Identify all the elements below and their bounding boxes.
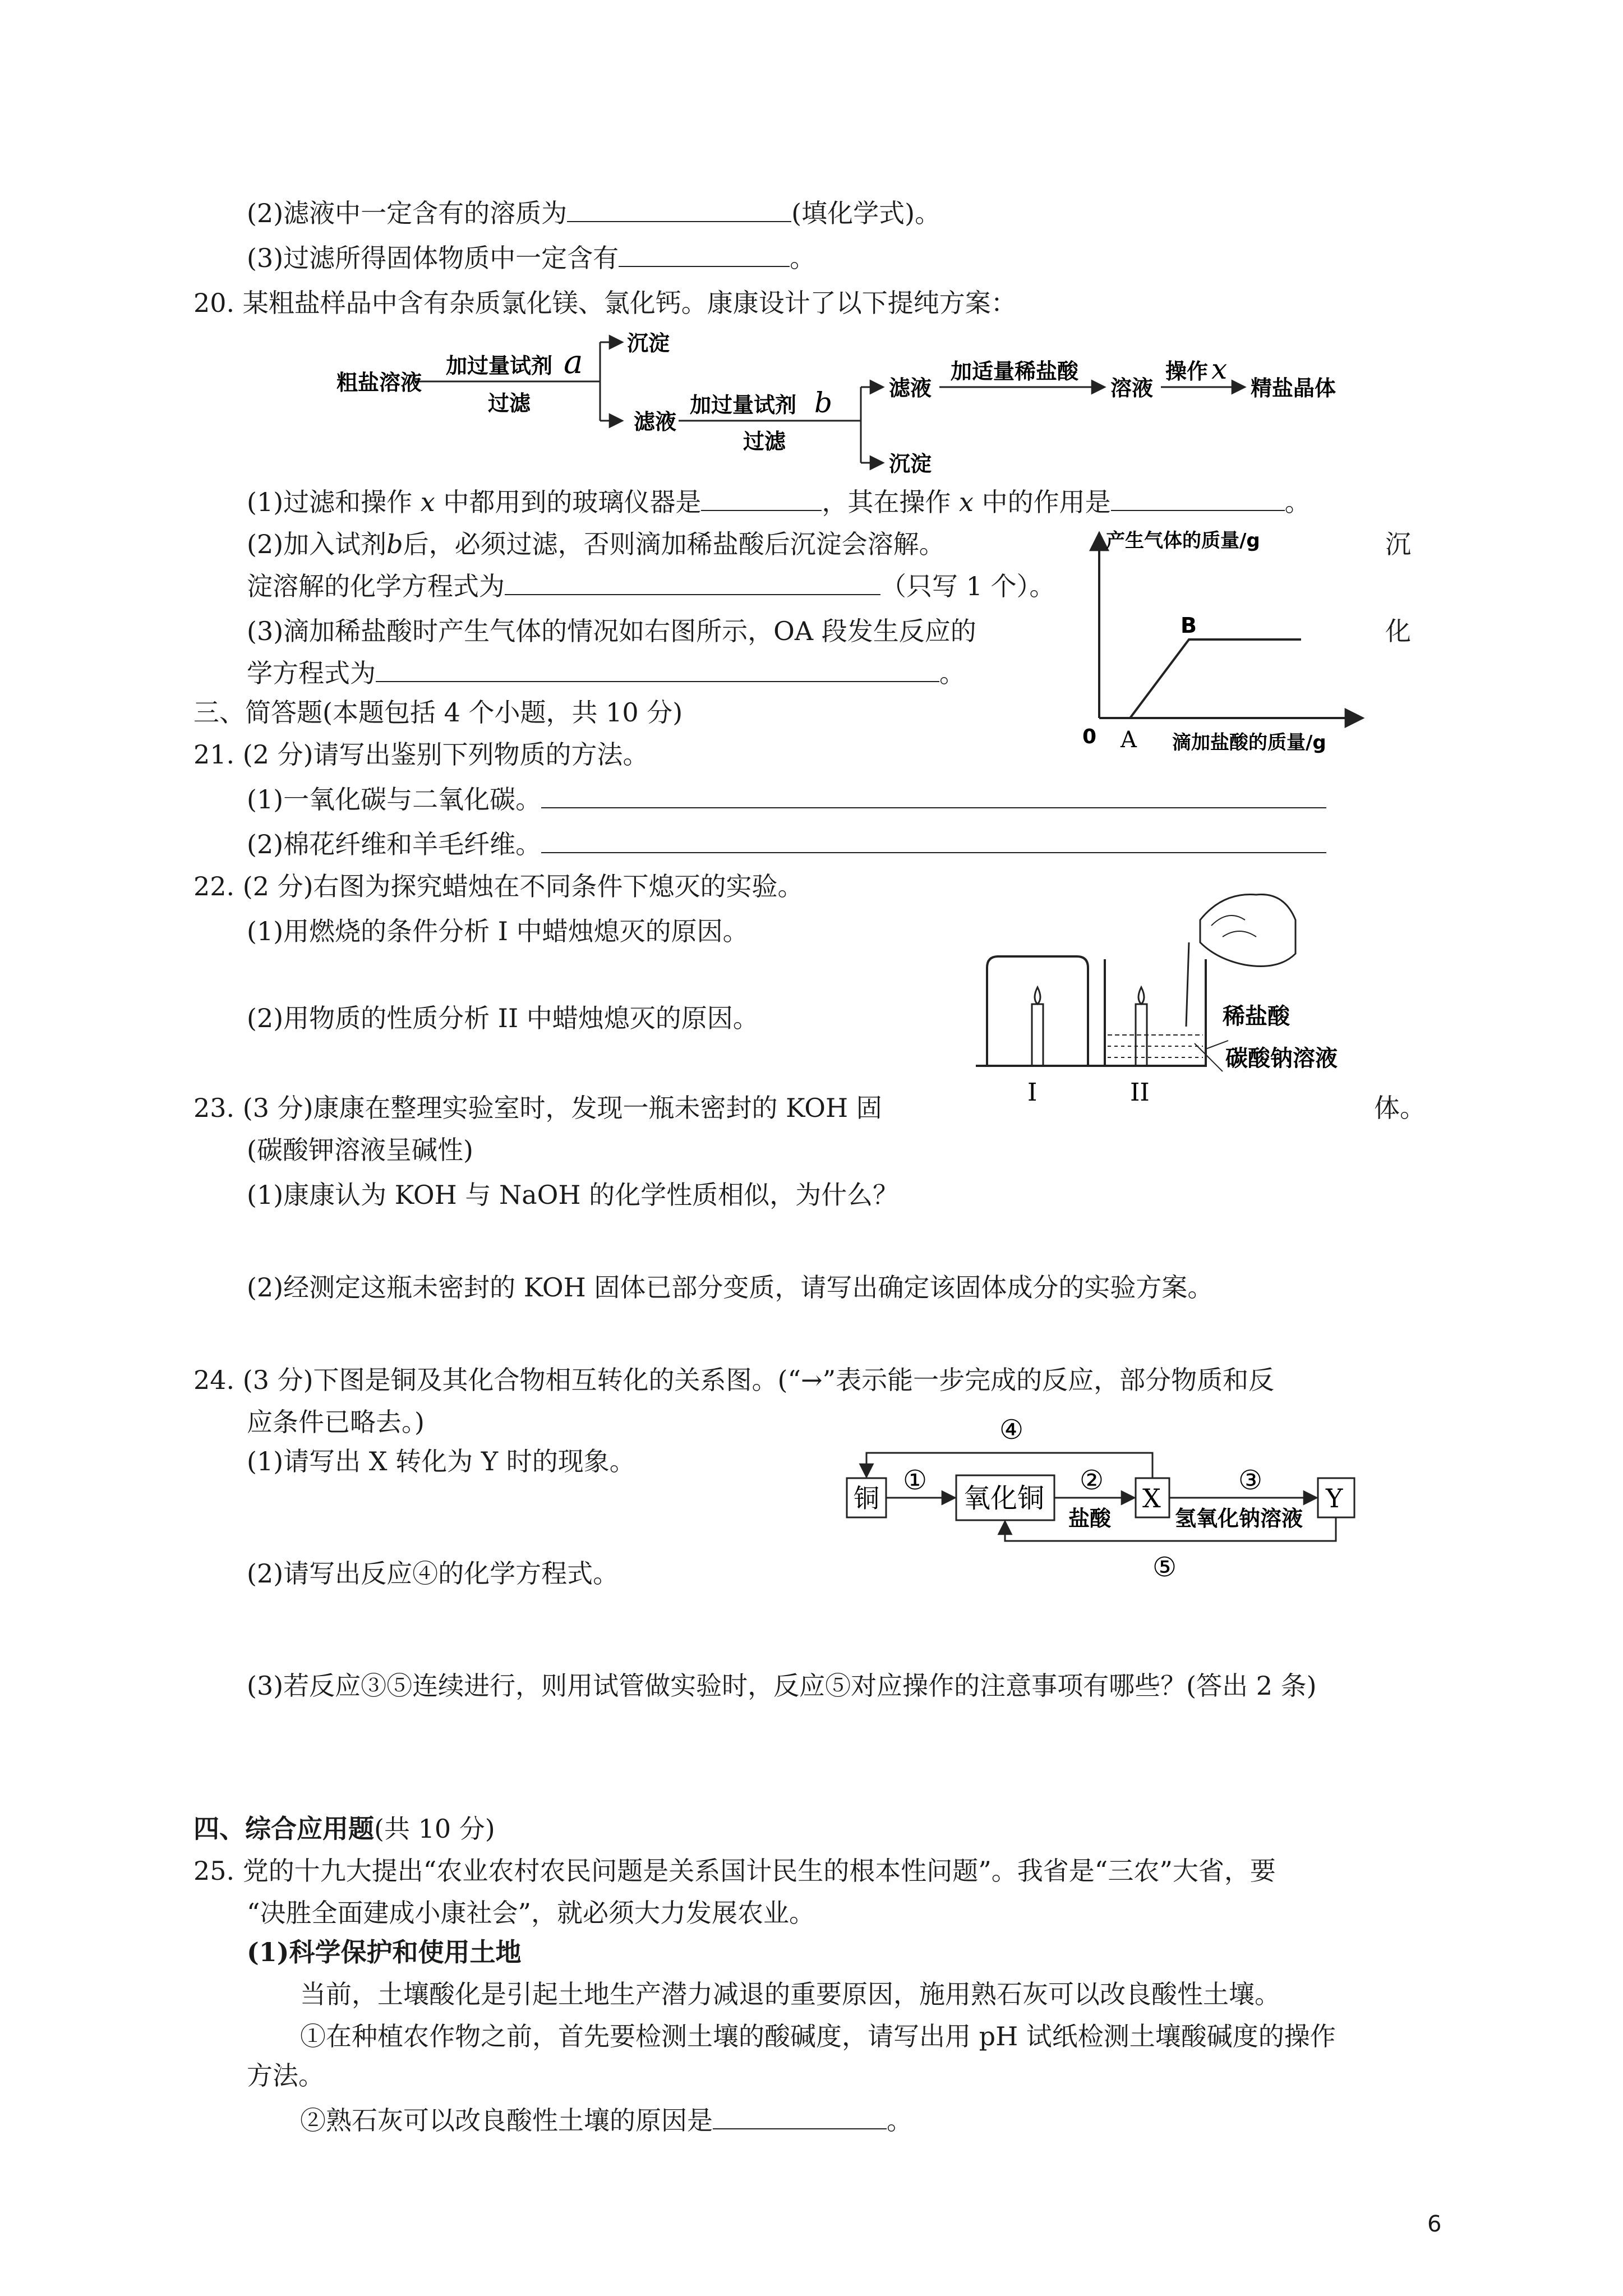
reaction-4-label: ④ [999, 1414, 1024, 1446]
answer-blank[interactable] [619, 241, 790, 267]
q24-part3: (3)若反应③⑤连续进行，则用试管做实验时，反应⑤对应操作的注意事项有哪些？(答出 2 条) [247, 1671, 1317, 1701]
q21-part1: (1)一氧化碳与二氧化碳。 [247, 783, 1326, 816]
label-hydrochloric-acid: 稀盐酸 [1223, 1004, 1290, 1029]
q20-part1: (1)过滤和操作 x 中都用到的玻璃仪器是 ，其在操作 x 中的作用是 。 [247, 485, 1311, 519]
section-4-heading: 四、综合应用题(共 10 分) [193, 1814, 495, 1844]
label-experiment-2: II [1130, 1078, 1150, 1105]
q20-part3: (3)滴加稀盐酸时产生气体的情况如右图所示，OA 段发生反应的 [247, 616, 976, 646]
node-copper-oxide: 氧化铜 [963, 1483, 1045, 1514]
flow-operation: 操作 [1165, 359, 1209, 384]
flame-1 [1035, 987, 1040, 1004]
q20-part3-end: 化 [1385, 616, 1411, 646]
flow-solution: 溶液 [1110, 376, 1154, 401]
answer-blank[interactable] [376, 656, 939, 682]
graph-gas-curve [1130, 639, 1301, 718]
q19-part3: (3)过滤所得固体物质中一定含有 。 [247, 241, 815, 275]
answer-blank[interactable] [541, 827, 1326, 853]
graph-x-label: 滴加盐酸的质量/g [1172, 731, 1326, 754]
q25-question-1: ①在种植农作物之前，首先要检测土壤的酸碱度，请写出用 pH 试纸检测土壤酸碱度的操作 [300, 2021, 1336, 2051]
label-sodium-carbonate-solution: 碳酸钠溶液 [1225, 1046, 1338, 1071]
q21-stem: 21. (2 分)请写出鉴别下列物质的方法。 [193, 739, 649, 770]
purification-flowchart [336, 314, 1391, 477]
page-number: 6 [1427, 2211, 1442, 2237]
node-copper: 铜 [854, 1483, 879, 1513]
label-experiment-1: I [1027, 1078, 1038, 1105]
reaction-2-label: ② [1080, 1465, 1104, 1496]
q25-stem-line1: 25. 党的十九大提出“农业农村农民问题是关系国计民生的根本性问题”。我省是“三农”大省，要 [193, 1856, 1276, 1886]
q23-note: (碳酸钾溶液呈碱性) [247, 1135, 473, 1165]
condition-hcl: 盐酸 [1068, 1506, 1112, 1531]
candle-1 [1032, 1004, 1043, 1066]
q23-stem: 23. (3 分)康康在整理实验室时，发现一瓶未密封的 KOH 固 [193, 1093, 882, 1123]
flow-product: 精盐晶体 [1251, 376, 1336, 401]
condition-naoh: 氢氧化钠溶液 [1175, 1506, 1303, 1531]
flow-filter-1: 过滤 [488, 391, 531, 416]
copper-conversion-diagram [836, 1405, 1374, 1590]
q22-stem: 22. (2 分)右图为探究蜡烛在不同条件下熄灭的实验。 [193, 871, 804, 901]
flow-add-hcl: 加适量稀盐酸 [951, 359, 1079, 384]
q23-part2: (2)经测定这瓶未密封的 KOH 固体已部分变质，请写出确定该固体成分的实验方案。 [247, 1272, 1214, 1303]
flow-start: 粗盐溶液 [336, 370, 422, 395]
node-y: Y [1326, 1483, 1343, 1513]
flow-reagent-a-letter: a [564, 343, 583, 381]
node-x: X [1142, 1483, 1161, 1513]
flow-reagent-b: 加过量试剂 [690, 393, 797, 417]
answer-blank[interactable] [505, 569, 880, 595]
q24-part1: (1)请写出 X 转化为 Y 时的现象。 [247, 1446, 635, 1476]
answer-blank[interactable] [713, 2104, 887, 2129]
flow-precip-2: 沉淀 [889, 452, 932, 476]
graph-b-label: B [1181, 613, 1197, 638]
q24-part2: (2)请写出反应④的化学方程式。 [247, 1558, 619, 1589]
q20-stem: 20. 某粗盐样品中含有杂质氯化镁、氯化钙。康康设计了以下提纯方案： [193, 288, 1017, 318]
beaker [1105, 959, 1206, 1066]
q20-part2-end: 沉 [1385, 529, 1411, 559]
flow-precip-1: 沉淀 [627, 331, 670, 356]
q20-part2-line2: 淀溶解的化学方程式为 （只写 1 个）。 [247, 569, 1055, 603]
graph-origin: 0 [1082, 725, 1097, 748]
q25-heading-1: (1)科学保护和使用土地 [247, 1937, 522, 1967]
gas-mass-graph [1082, 522, 1380, 757]
flow-reagent-a: 加过量试剂 [446, 353, 553, 378]
answer-blank[interactable] [541, 783, 1326, 808]
q25-text-1: 当前，土壤酸化是引起土地生产潜力减退的重要原因，施用熟石灰可以改良酸性土壤。 [300, 1979, 1280, 2009]
q24-stem-line2: 应条件已略去。) [247, 1407, 425, 1437]
q23-stem-end: 体。 [1374, 1093, 1426, 1123]
answer-blank[interactable] [1111, 485, 1285, 511]
flow-operation-x: x [1211, 353, 1228, 385]
q25-stem-line2: “决胜全面建成小康社会”，就必须大力发展农业。 [247, 1898, 815, 1928]
q22-part2: (2)用物质的性质分析 II 中蜡烛熄灭的原因。 [247, 1003, 759, 1033]
pouring-hand [1200, 895, 1295, 967]
reaction-3-label: ③ [1238, 1465, 1263, 1496]
q22-part1: (1)用燃烧的条件分析 I 中蜡烛熄灭的原因。 [247, 916, 749, 946]
candle-experiment-figure [965, 881, 1368, 1105]
flow-filtrate-2: 滤液 [889, 376, 932, 401]
graph-a-label: A [1121, 727, 1137, 753]
section-3-heading: 三、简答题(本题包括 4 个小题，共 10 分) [193, 697, 683, 728]
flow-filter-2: 过滤 [743, 429, 786, 454]
q23-part1: (1)康康认为 KOH 与 NaOH 的化学性质相似，为什么？ [247, 1180, 899, 1210]
q21-part2: (2)棉花纤维和羊毛纤维。 [247, 827, 1326, 861]
answer-blank[interactable] [701, 485, 822, 511]
flame-2 [1138, 987, 1144, 1004]
answer-blank[interactable] [567, 196, 791, 222]
graph-y-label: 产生气体的质量/g [1106, 530, 1260, 552]
flow-filtrate-1: 滤液 [634, 409, 677, 434]
q24-stem-line1: 24. (3 分)下图是铜及其化合物相互转化的关系图。(“→”表示能一步完成的反应，部分物质和反 [193, 1365, 1275, 1395]
q20-part3-line2: 学方程式为 。 [247, 656, 965, 690]
q20-part2: (2)加入试剂b后，必须过滤，否则滴加稀盐酸后沉淀会溶解。 [247, 529, 945, 559]
reaction-5-label: ⑤ [1152, 1552, 1177, 1583]
q25-question-2: ②熟石灰可以改良酸性土壤的原因是 。 [300, 2104, 912, 2137]
q25-question-1-cont: 方法。 [247, 2060, 324, 2091]
reaction-1-label: ① [903, 1465, 928, 1496]
inverted-jar [987, 956, 1088, 1066]
flow-reagent-b-letter: b [814, 386, 833, 419]
q19-part2: (2)滤液中一定含有的溶质为 (填化学式)。 [247, 196, 940, 230]
